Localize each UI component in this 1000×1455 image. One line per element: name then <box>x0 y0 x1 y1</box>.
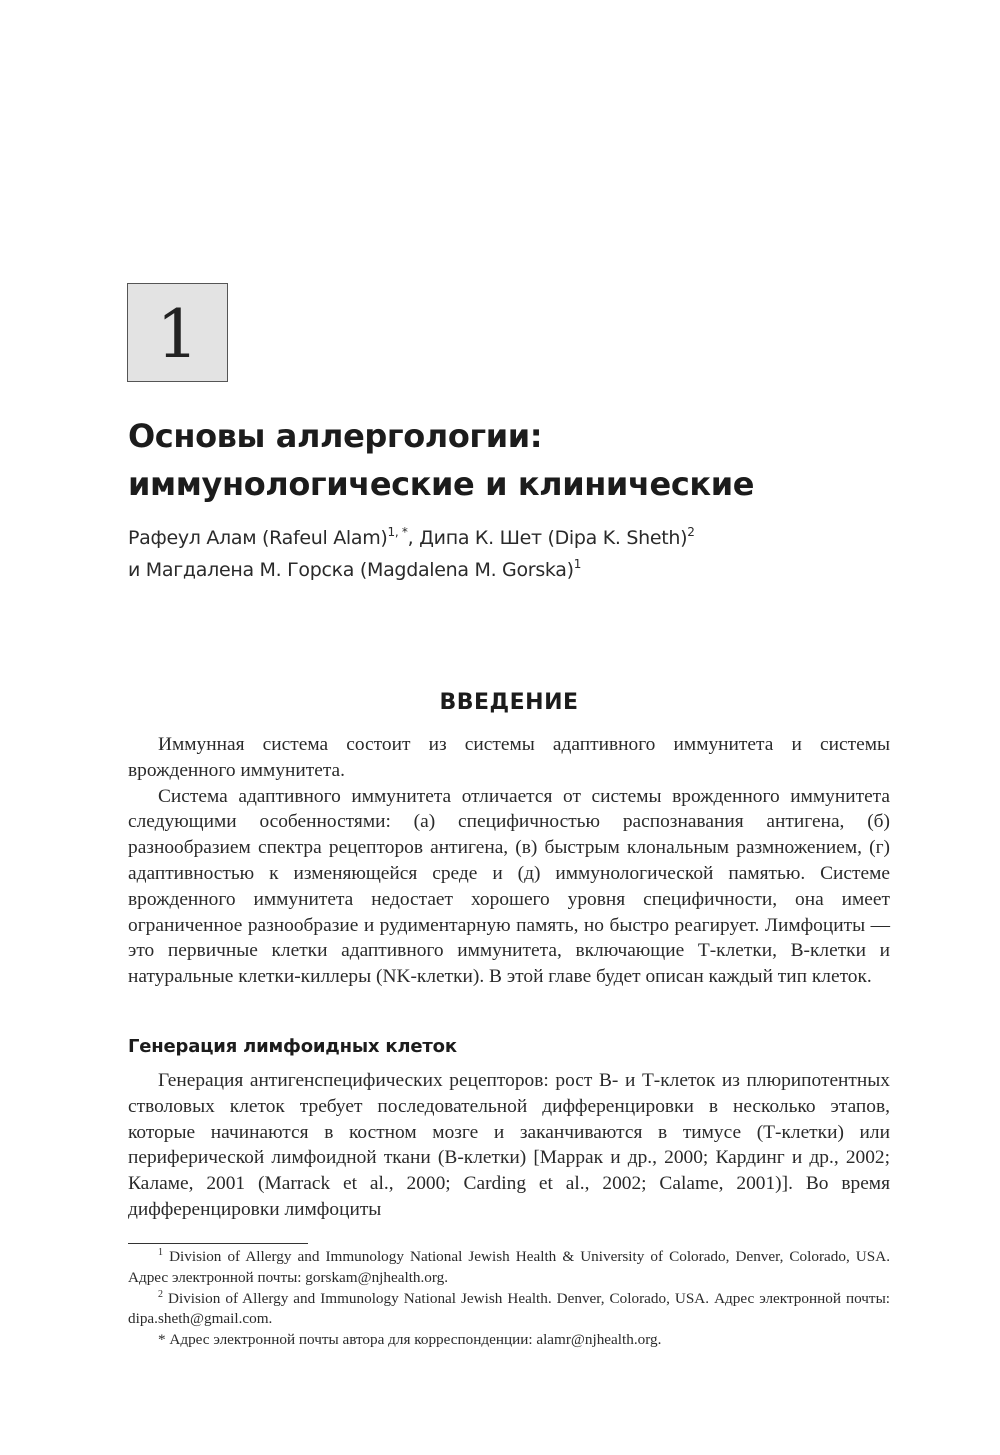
generation-text <box>128 1068 890 1223</box>
footnote-mark: 2 <box>158 1288 163 1300</box>
footnotes <box>128 1247 890 1351</box>
author-2-footnote-mark: 2 <box>687 525 695 539</box>
footnote-text: Division of Allergy and Immunology National Jewish Health & University of Colorado, Denver, Colorado, USA. Адрес электронной почты: gorskam@njhealth.org. <box>128 1248 890 1286</box>
introduction-text <box>128 732 890 990</box>
author-1-footnote-mark: 1, * <box>387 525 408 539</box>
footnote-text: Division of Allergy and Immunology National Jewish Health. Denver, Colorado, USA. Адрес электронной почты: dipa.sheth@gmail.com. <box>128 1289 890 1328</box>
author-3-name: Магдалена М. Горска (Magdalena M. Gorska) <box>145 559 574 581</box>
chapter-number: 1 <box>156 295 199 373</box>
author-2-name: Дипа К. Шет (Dipa K. Sheth) <box>419 527 688 549</box>
authors-block <box>128 522 908 586</box>
footnote <box>128 1289 890 1331</box>
chapter-title-line-2: иммунологические и клинические <box>128 465 755 503</box>
footnote-mark: * <box>158 1331 166 1349</box>
chapter-title-line-1: Основы аллергологии: <box>128 417 543 455</box>
paragraph: Генерация антигенспецифических рецепторов: рост В- и Т-клеток из плюрипотентных стволовых клеток требует последовательной дифференцировки в несколько этапов, которые начинаются в костном мозге и заканчиваются в тимусе (Т-клетки) или периферической лимфоидной ткани (В-клетки) [Маррак и др., 2000; Кардинг и др., 2002; Каламе, 2001 (Marrack et al., 2000; Carding et al., 2002; Calame, 2001)]. Во время дифференцировки лимфоциты <box>128 1070 890 1220</box>
chapter-title <box>128 412 908 508</box>
authors-line-2 <box>128 554 908 586</box>
authors-line-1 <box>128 522 908 554</box>
author-3-footnote-mark: 1 <box>573 557 582 571</box>
paragraph: Иммунная система состоит из системы адаптивного иммунитета и системы врожденного иммунитета. <box>128 734 890 781</box>
footnote <box>128 1247 890 1289</box>
subsection-heading-generation: Генерация лимфоидных клеток <box>128 1036 457 1057</box>
paragraph: Система адаптивного иммунитета отличается от системы врожденного иммунитета следующими особенностями: (а) специфичностью распознавания антигена, (б) разнообразием спектра рецепторов антигена, (в) быстрым клональным размножением, (г) адаптивностью к изменяющейся среде и (д) иммунологической памятью. Системе врожденного иммунитета недостает хорошего уровня специфичности, она имеет ограниченное разнообразие и рудиментарную память, но быстро реагирует. Лимфоциты — это первичные клетки адаптивного иммунитета, включающие Т-клетки, В-клетки и натуральные клетки-киллеры (NK-клетки). В этой главе будет описан каждый тип клеток. <box>128 785 890 988</box>
chapter-number-box <box>127 283 228 382</box>
footnote-mark: 1 <box>158 1247 163 1258</box>
footnote-text: Адрес электронной почты автора для корреспонденции: alamr@njhealth.org. <box>169 1331 662 1349</box>
footnote-divider <box>128 1243 308 1244</box>
footnote <box>128 1330 890 1351</box>
section-heading-introduction: ВВЕДЕНИЕ <box>439 690 579 715</box>
author-conjunction: и <box>128 559 146 581</box>
author-separator: , <box>407 527 420 549</box>
author-1-name: Рафеул Алам (Rafeul Alam) <box>128 527 388 549</box>
